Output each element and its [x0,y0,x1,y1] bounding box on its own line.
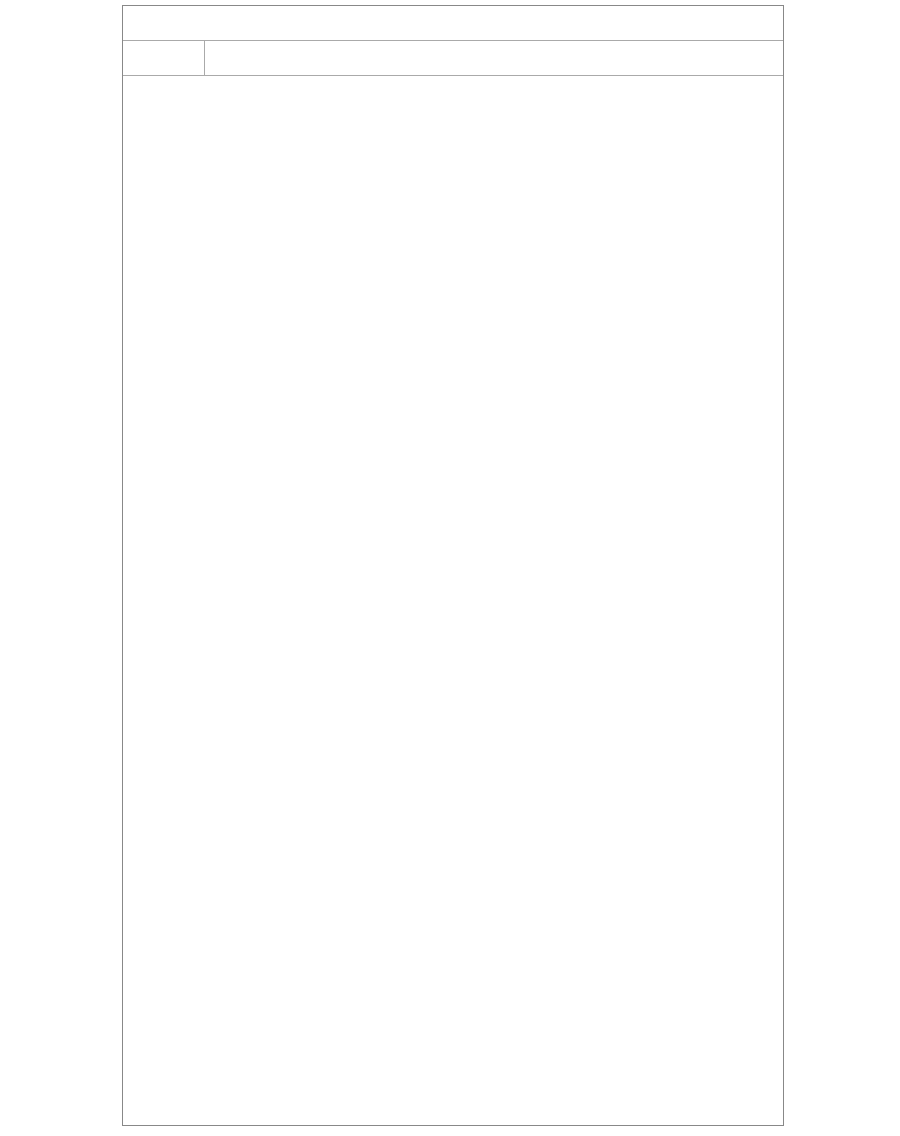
selection-table [122,5,784,1126]
table-title [123,6,783,41]
model-code [123,41,205,76]
model-name [205,41,783,76]
